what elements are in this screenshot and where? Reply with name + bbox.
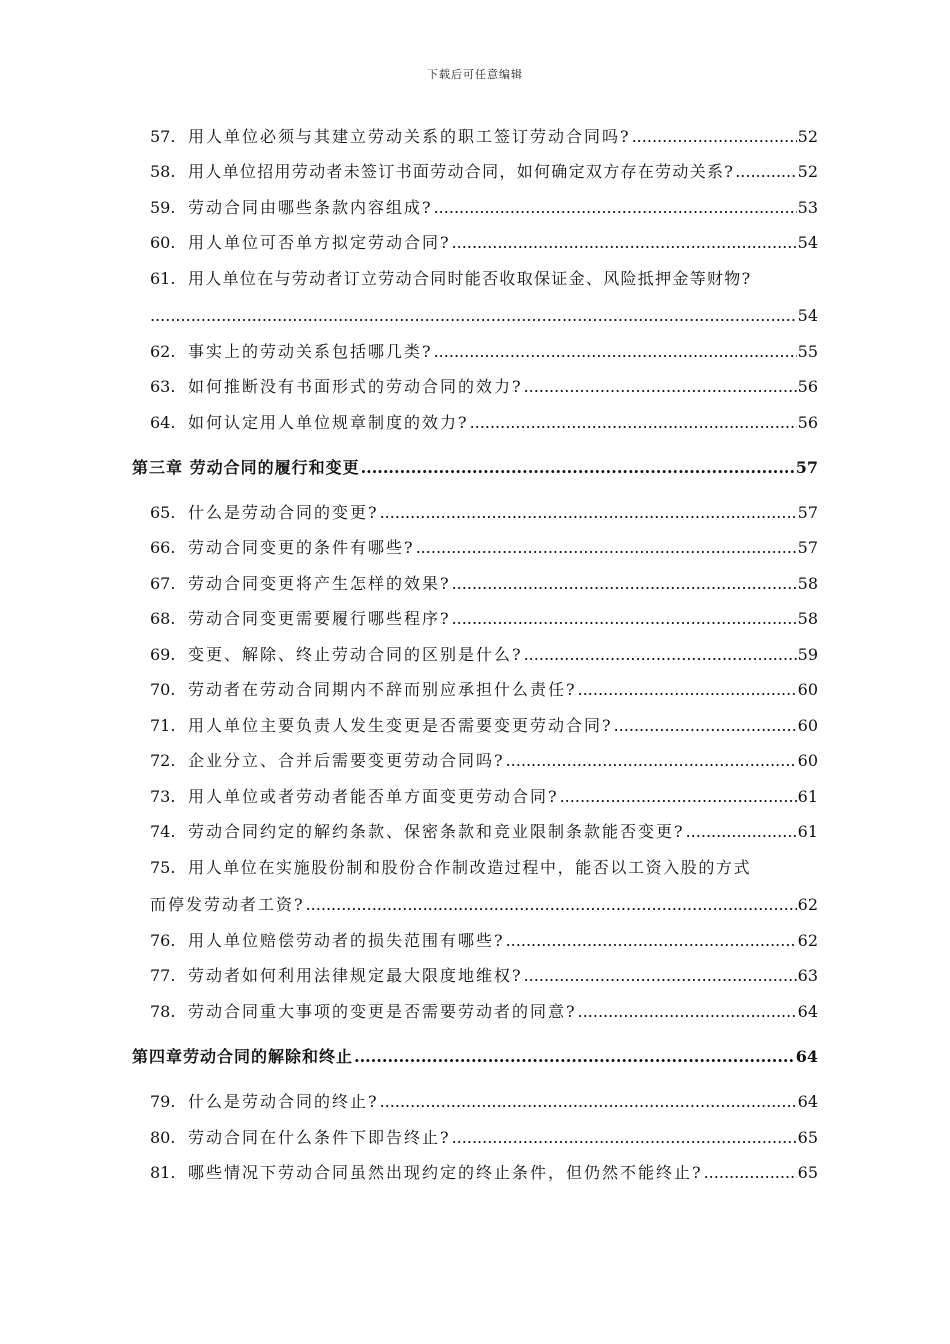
toc-entry[interactable]: [150, 821, 818, 843]
toc-leader-dots: [452, 573, 797, 595]
toc-entry-page: 54: [797, 306, 818, 325]
toc-entry[interactable]: [150, 1091, 818, 1113]
toc-leader-dots: [434, 341, 797, 363]
toc-chapter-heading[interactable]: [132, 457, 818, 479]
toc-entry[interactable]: [150, 126, 818, 148]
toc-leader-dots: [452, 1127, 797, 1149]
toc-leader-dots: [416, 537, 797, 559]
toc-entry-title: 劳动合同变更的条件有哪些?: [188, 538, 415, 557]
toc-entry-page: 58: [797, 609, 818, 628]
toc-entry[interactable]: [150, 679, 818, 701]
toc-entry-page: 60: [797, 716, 818, 735]
toc-entry-title: 用人单位在与劳动者订立劳动合同时能否收取保证金、风险抵押金等财物?: [188, 269, 752, 288]
toc-leader-dots: [524, 965, 797, 987]
toc-chapter-heading[interactable]: [132, 1046, 818, 1068]
toc-entry-number: 58.: [150, 162, 176, 181]
toc-entry-number: 66.: [150, 538, 176, 557]
toc-entry-continuation[interactable]: [150, 305, 818, 327]
toc-entry-title: 劳动合同变更需要履行哪些程序?: [188, 609, 451, 628]
toc-entry-page: 57: [797, 503, 818, 522]
toc-entry-title: 劳动合同重大事项的变更是否需要劳动者的同意?: [188, 1002, 577, 1021]
toc-entry-title: 变更、解除、终止劳动合同的区别是什么?: [188, 645, 523, 664]
toc-entry[interactable]: [150, 857, 818, 879]
toc-entry-title: 劳动者在劳动合同期内不辞而别应承担什么责任?: [188, 680, 577, 699]
toc-entry-page: 58: [797, 574, 818, 593]
toc-entry-number: 60.: [150, 233, 176, 252]
toc-entry-page: 61: [797, 822, 818, 841]
toc-entry-number: 59.: [150, 198, 176, 217]
toc-entry-page: 65: [797, 1163, 818, 1182]
toc-entry-number: 79.: [150, 1092, 176, 1111]
toc-entry-number: 78.: [150, 1002, 176, 1021]
toc-leader-dots: [506, 930, 797, 952]
toc-entry[interactable]: [150, 197, 818, 219]
toc-entry-title: 企业分立、合并后需要变更劳动合同吗?: [188, 751, 505, 770]
toc-entry[interactable]: [150, 1127, 818, 1149]
toc-entry-number: 75.: [150, 858, 176, 877]
toc-entry-title: 劳动合同由哪些条款内容组成?: [188, 198, 433, 217]
toc-entry-page: 59: [797, 645, 818, 664]
toc-entry[interactable]: [150, 502, 818, 524]
toc-entry-title: 如何推断没有书面形式的劳动合同的效力?: [188, 377, 523, 396]
toc-entry[interactable]: [150, 965, 818, 987]
toc-entry-number: 73.: [150, 787, 176, 806]
toc-leader-dots: [735, 161, 796, 183]
toc-entry-number: 70.: [150, 680, 176, 699]
toc-entry[interactable]: [150, 341, 818, 363]
toc-entry-number: 62.: [150, 342, 176, 361]
toc-entry-number: 64.: [150, 413, 176, 432]
toc-entry[interactable]: [150, 750, 818, 772]
toc-entry-title: 劳动合同变更将产生怎样的效果?: [188, 574, 451, 593]
toc-entry[interactable]: [150, 161, 818, 183]
toc-entry-page: 63: [797, 966, 818, 985]
toc-leader-dots: [524, 376, 797, 398]
toc-entry-page: 52: [797, 162, 818, 181]
toc-entry-page: 52: [797, 127, 818, 146]
toc-entry-title: 用人单位可否单方拟定劳动合同?: [188, 233, 451, 252]
toc-leader-dots: [361, 457, 795, 479]
toc-entry-number: 69.: [150, 645, 176, 664]
toc-leader-dots: [470, 412, 797, 434]
toc-entry[interactable]: [150, 376, 818, 398]
toc-entry-page: 57: [797, 538, 818, 557]
toc-entry-page: 64: [797, 1002, 818, 1021]
toc-leader-dots: [686, 821, 797, 843]
toc-entry[interactable]: [150, 268, 818, 290]
toc-chapter-title: 第四章劳动合同的解除和终止: [132, 1047, 354, 1066]
toc-entry[interactable]: [150, 715, 818, 737]
toc-entry-title: 用人单位必须与其建立劳动关系的职工签订劳动合同吗?: [188, 127, 631, 146]
toc-entry[interactable]: [150, 573, 818, 595]
toc-entry-title: 用人单位招用劳动者未签订书面劳动合同，如何确定双方存在劳动关系?: [188, 162, 735, 181]
toc-entry-page: 65: [797, 1128, 818, 1147]
toc-entry-continuation[interactable]: [150, 894, 818, 916]
toc-entry-title: 劳动合同在什么条件下即告终止?: [188, 1128, 451, 1147]
toc-entry-title: 什么是劳动合同的终止?: [188, 1092, 379, 1111]
toc-entry-page: 61: [797, 787, 818, 806]
toc-entry-number: 57.: [150, 127, 176, 146]
toc-entry-page: 62: [797, 931, 818, 950]
toc-entry-title-continuation: 而停发劳动者工资?: [150, 895, 305, 914]
toc-entry-page: 62: [797, 895, 818, 914]
toc-entry-page: 60: [797, 751, 818, 770]
toc-leader-dots: [524, 644, 797, 666]
toc-leader-dots: [380, 502, 797, 524]
toc-leader-dots: [632, 126, 797, 148]
toc-entry-title: 用人单位赔偿劳动者的损失范围有哪些?: [188, 931, 505, 950]
toc-entry-number: 71.: [150, 716, 176, 735]
toc-entry-number: 74.: [150, 822, 176, 841]
toc-leader-dots: [614, 715, 797, 737]
toc-leader-dots: [506, 750, 797, 772]
toc-entry[interactable]: [150, 232, 818, 254]
toc-entry[interactable]: [150, 537, 818, 559]
toc-leader-dots: [578, 1001, 797, 1023]
toc-entry-title: 事实上的劳动关系包括哪几类?: [188, 342, 433, 361]
toc-entry-title: 劳动合同约定的解约条款、保密条款和竞业限制条款能否变更?: [188, 822, 685, 841]
toc-chapter-title: 第三章 劳动合同的履行和变更: [132, 458, 360, 477]
toc-entry-title: 什么是劳动合同的变更?: [188, 503, 379, 522]
toc-leader-dots: [578, 679, 797, 701]
toc-chapter-page: 57: [795, 458, 818, 477]
toc-chapter-page: 64: [795, 1047, 818, 1066]
toc-entry-number: 65.: [150, 503, 176, 522]
toc-entry-page: 54: [797, 233, 818, 252]
toc-entry-title: 哪些情况下劳动合同虽然出现约定的终止条件，但仍然不能终止?: [188, 1163, 703, 1182]
toc-entry-title: 劳动者如何利用法律规定最大限度地维权?: [188, 966, 523, 985]
toc-entry[interactable]: [150, 608, 818, 630]
toc-entry-number: 77.: [150, 966, 176, 985]
toc-entry-title: 用人单位主要负责人发生变更是否需要变更劳动合同?: [188, 716, 613, 735]
toc-entry-number: 63.: [150, 377, 176, 396]
toc-entry[interactable]: [150, 786, 818, 808]
toc-entry[interactable]: [150, 644, 818, 666]
page-header: 下载后可任意编辑: [427, 68, 523, 81]
toc-entry-number: 76.: [150, 931, 176, 950]
toc-entry-title: 用人单位在实施股份制和股份合作制改造过程中，能否以工资入股的方式: [188, 858, 752, 877]
toc-entry[interactable]: [150, 1001, 818, 1023]
toc-leader-dots: [452, 608, 797, 630]
toc-entry-number: 80.: [150, 1128, 176, 1147]
toc-leader-dots: [560, 786, 797, 808]
toc-entry-page: 53: [797, 198, 818, 217]
toc-entry-page: 56: [797, 413, 818, 432]
toc-entry-number: 68.: [150, 609, 176, 628]
toc-leader-dots: [704, 1162, 797, 1184]
toc-entry-page: 56: [797, 377, 818, 396]
toc-leader-dots: [150, 305, 797, 327]
toc-entry-number: 67.: [150, 574, 176, 593]
toc-leader-dots: [354, 1046, 795, 1068]
toc-entry[interactable]: [150, 1162, 818, 1184]
toc-entry-page: 55: [797, 342, 818, 361]
toc-leader-dots: [306, 894, 797, 916]
toc-entry-page: 60: [797, 680, 818, 699]
toc-leader-dots: [380, 1091, 797, 1113]
toc-entry[interactable]: [150, 930, 818, 952]
toc-leader-dots: [434, 197, 797, 219]
toc-entry[interactable]: [150, 412, 818, 434]
toc-entry-title: 如何认定用人单位规章制度的效力?: [188, 413, 469, 432]
toc-entry-title: 用人单位或者劳动者能否单方面变更劳动合同?: [188, 787, 559, 806]
toc-entry-number: 61.: [150, 269, 176, 288]
toc-leader-dots: [452, 232, 797, 254]
toc-entry-number: 72.: [150, 751, 176, 770]
toc-entry-number: 81.: [150, 1163, 176, 1182]
toc-entry-page: 64: [797, 1092, 818, 1111]
